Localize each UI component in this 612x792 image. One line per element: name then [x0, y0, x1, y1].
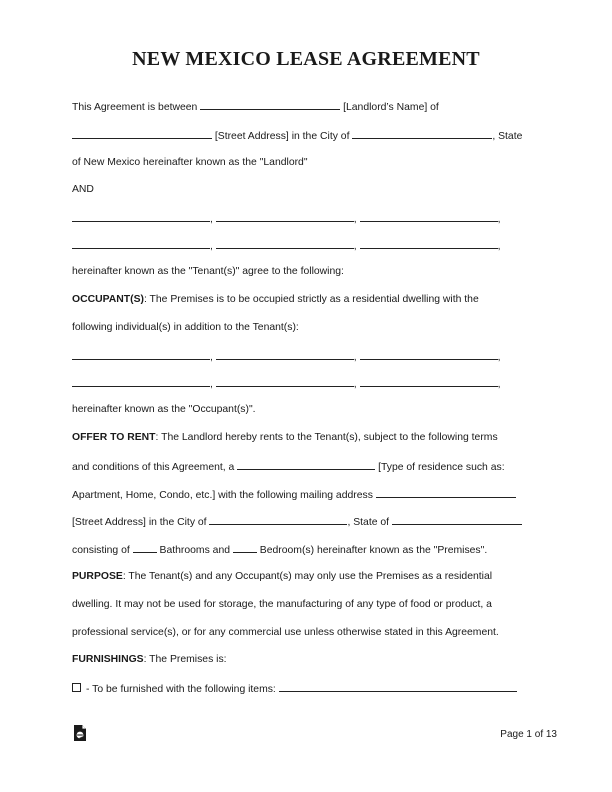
purpose-line-2: dwelling. It may not be used for storage, the manufacturing of any type of food or product, a: [72, 599, 492, 610]
comma: ,: [210, 352, 213, 363]
comma: ,: [497, 241, 501, 252]
comma: ,: [353, 352, 357, 363]
offer-line-2: [72, 459, 505, 474]
occupants-heading: OCCUPANT(S): [72, 294, 144, 305]
document-title: NEW MEXICO LEASE AGREEMENT: [132, 48, 480, 70]
text: , State: [492, 131, 523, 142]
text: - To be furnished with the following items:: [86, 684, 279, 695]
tenant-name-field[interactable]: [360, 211, 498, 222]
landlord-line: [72, 99, 439, 114]
text: Bedroom(s) hereinafter known as the "Premises".: [256, 545, 488, 556]
premises-state-field[interactable]: [392, 514, 522, 525]
landlord-name-field[interactable]: [200, 99, 340, 110]
tenant-names-row-2: [72, 238, 500, 253]
comma: ,: [210, 379, 213, 390]
text: : The Premises is:: [143, 654, 227, 665]
occupant-known-line: hereinafter known as the "Occupant(s)".: [72, 404, 256, 415]
premises-city-field[interactable]: [209, 514, 347, 525]
occupants-line: [72, 293, 479, 306]
text: , State of: [347, 517, 392, 528]
occupant-name-field[interactable]: [360, 376, 498, 387]
text: : The Landlord hereby rents to the Tenant(s), subject to the following terms: [155, 432, 498, 443]
tenant-names-row-1: [72, 211, 500, 226]
landlord-address-line: [72, 128, 522, 143]
occupant-name-field[interactable]: [72, 376, 210, 387]
residence-type-field[interactable]: [237, 459, 375, 470]
text: This Agreement is between: [72, 102, 201, 113]
tenant-known-line: hereinafter known as the "Tenant(s)" agree to the following:: [72, 266, 344, 277]
and-label: AND: [72, 184, 94, 195]
comma: ,: [353, 214, 357, 225]
bedrooms-field[interactable]: [233, 542, 257, 553]
occupant-name-field[interactable]: [216, 349, 354, 360]
furnished-items-field[interactable]: [279, 681, 517, 692]
comma: ,: [210, 214, 213, 225]
offer-heading: OFFER TO RENT: [72, 432, 156, 443]
occupant-names-row-2: [72, 376, 500, 391]
landlord-city-field[interactable]: [352, 128, 492, 139]
tenant-name-field[interactable]: [72, 211, 210, 222]
comma: ,: [497, 214, 501, 225]
tenant-name-field[interactable]: [72, 238, 210, 249]
offer-line-4: [72, 514, 522, 529]
text: Bathrooms and: [156, 545, 233, 556]
text: Apartment, Home, Condo, etc.] with the following mailing address: [72, 490, 376, 501]
page-number: Page 1 of 13: [500, 729, 557, 740]
text: : The Premises is to be occupied strictly as a residential dwelling with the: [143, 294, 479, 305]
tenant-name-field[interactable]: [216, 238, 354, 249]
offer-line-5: [72, 542, 487, 557]
comma: ,: [210, 241, 213, 252]
furnished-checkbox[interactable]: [72, 683, 81, 692]
comma: ,: [353, 379, 357, 390]
text: [Street Address] in the City of: [72, 517, 210, 528]
comma: ,: [497, 352, 501, 363]
text: : The Tenant(s) and any Occupant(s) may only use the Premises as a residential: [122, 571, 493, 582]
text: [Landlord’s Name] of: [340, 102, 439, 113]
text: consisting of: [72, 545, 133, 556]
text: [Type of residence such as:: [375, 462, 505, 473]
purpose-line: [72, 570, 492, 583]
furnishings-line: [72, 653, 227, 666]
eforms-logo-icon: [72, 724, 88, 742]
occupants-line-2: following individual(s) in addition to the Tenant(s):: [72, 322, 299, 333]
text: and conditions of this Agreement, a: [72, 462, 238, 473]
mailing-address-field[interactable]: [376, 487, 516, 498]
tenant-name-field[interactable]: [216, 211, 354, 222]
occupant-name-field[interactable]: [360, 349, 498, 360]
offer-line: [72, 431, 498, 444]
bathrooms-field[interactable]: [133, 542, 157, 553]
landlord-street-address-field[interactable]: [72, 128, 212, 139]
landlord-known-line: of New Mexico hereinafter known as the "Landlord": [72, 157, 308, 168]
occupant-name-field[interactable]: [72, 349, 210, 360]
comma: ,: [353, 241, 357, 252]
occupant-name-field[interactable]: [216, 376, 354, 387]
comma: ,: [497, 379, 501, 390]
occupant-names-row-1: [72, 349, 500, 364]
purpose-line-3: professional service(s), or for any commercial use unless otherwise stated in this Agreement.: [72, 627, 499, 638]
furnishings-heading: FURNISHINGS: [72, 654, 144, 665]
furnished-option-line: [72, 681, 517, 696]
text: [Street Address] in the City of: [212, 131, 353, 142]
tenant-name-field[interactable]: [360, 238, 498, 249]
offer-line-3: [72, 487, 516, 502]
purpose-heading: PURPOSE: [72, 571, 123, 582]
